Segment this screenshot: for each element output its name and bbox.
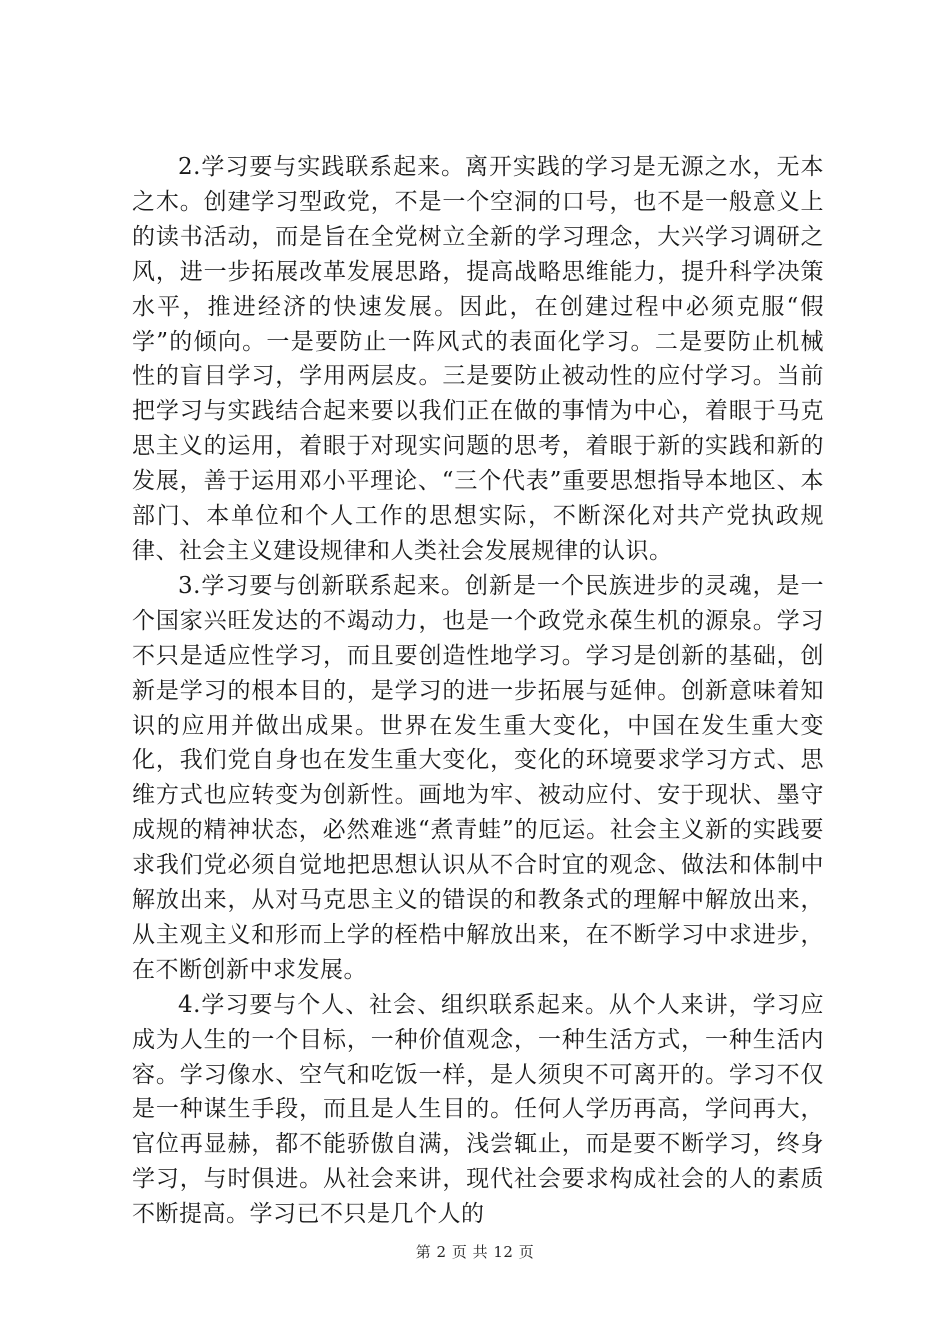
body-text — [132, 150, 824, 1232]
paragraph-2: 2.学习要与实践联系起来。离开实践的学习是无源之水，无本之木。创建学习型政党，不是一个空洞的口号，也不是一般意义上的读书活动，而是旨在全党树立全新的学习理念，大兴学习调研之风，进一步拓展改革发展思路，提高战略思维能力，提升科学决策水平，推进经济的快速发展。因此，在创建过程中必须克服“假学”的倾向。一是要防止一阵风式的表面化学习。二是要防止机械性的盲目学习，学用两层皮。三是要防止被动性的应付学习。当前把学习与实践结合起来要以我们正在做的事情为中心，着眼于马克思主义的运用，着眼于对现实问题的思考，着眼于新的实践和新的发展，善于运用邓小平理论、“三个代表”重要思想指导本地区、本部门、本单位和个人工作的思想实际，不断深化对共产党执政规律、社会主义建设规律和人类社会发展规律的认识。 — [132, 154, 824, 564]
paragraph-3: 3.学习要与创新联系起来。创新是一个民族进步的灵魂，是一个国家兴旺发达的不竭动力，也是一个政党永葆生机的源泉。学习不只是适应性学习，而且要创造性地学习。学习是创新的基础，创新是学习的根本目的，是学习的进一步拓展与延伸。创新意味着知识的应用并做出成果。世界在发生重大变化，中国在发生重大变化，我们党自身也在发生重大变化，变化的环境要求学习方式、思维方式也应转变为创新性。画地为牢、被动应付、安于现状、墨守成规的精神状态，必然难逃“煮青蛙”的厄运。社会主义新的实践要求我们党必须自觉地把思想认识从不合时宜的观念、做法和体制中解放出来，从对马克思主义的错误的和教条式的理解中解放出来，从主观主义和形而上学的桎梏中解放出来，在不断学习中求进步，在不断创新中求发展。 — [132, 572, 824, 983]
page-footer — [0, 1241, 950, 1262]
paragraph-4: 4.学习要与个人、社会、组织联系起来。从个人来讲，学习应成为人生的一个目标，一种价值观念，一种生活方式，一种生活内容。学习像水、空气和吃饭一样，是人须臾不可离开的。学习不仅是一种谋生手段，而且是人生目的。任何人学历再高，学问再大，官位再显赫，都不能骄傲自满，浅尝辄止，而是要不断学习，终身学习，与时俱进。从社会来讲，现代社会要求构成社会的人的素质不断提高。学习已不只是几个人的 — [132, 991, 824, 1228]
page-number: 第 2 页 共 12 页 — [415, 1243, 535, 1261]
